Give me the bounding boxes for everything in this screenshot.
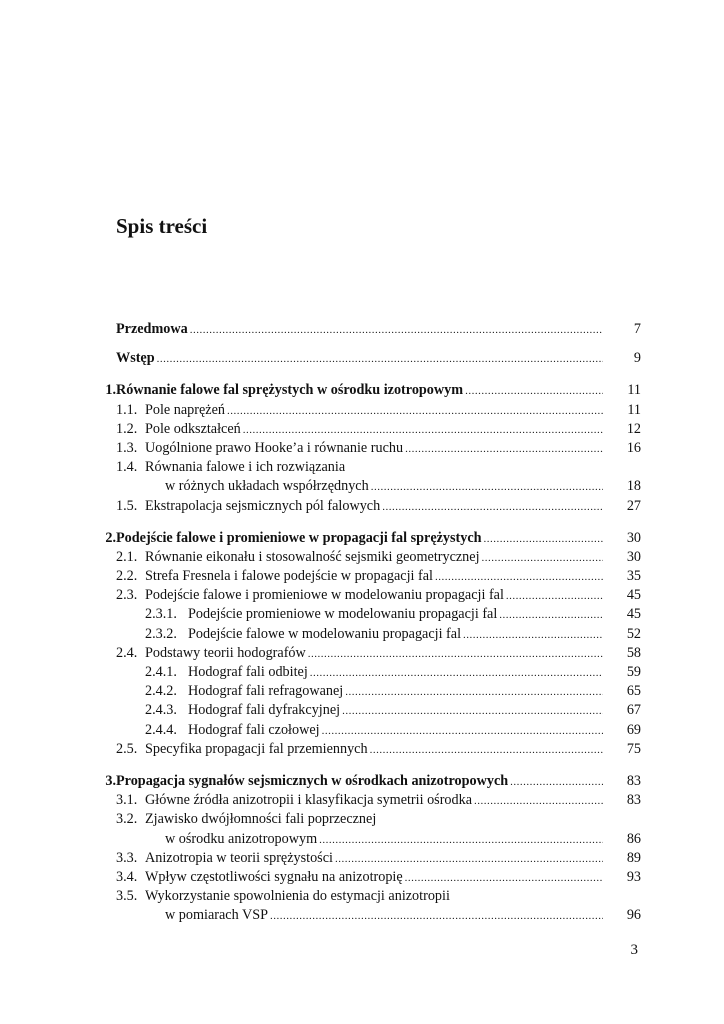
toc-entry-title: Przedmowa	[116, 320, 190, 339]
toc-entry-number: 3.3.	[116, 849, 138, 866]
toc-entry-title-cont: w różnych układach współrzędnych	[145, 477, 371, 496]
toc-entry-title: Specyfika propagacji fal przemiennych	[145, 740, 370, 759]
toc-section-3-1[interactable]	[96, 791, 641, 810]
toc-entry-number: 2.4.1.	[145, 664, 177, 680]
toc-entry-title: Uogólnione prawo Hooke’a i równanie ruchu	[145, 439, 405, 458]
toc-section-1-1[interactable]	[96, 401, 641, 420]
toc-entry-title: Pole naprężeń	[145, 401, 227, 420]
toc-chapter-3[interactable]	[96, 772, 641, 791]
toc-entry-title: Równania falowe i ich rozwiązania	[145, 458, 347, 477]
toc-entry-title: Hodograf fali refragowanej	[188, 682, 345, 701]
toc-entry-title: Podejście promieniowe w modelowaniu propagacji fal	[188, 605, 499, 624]
toc-entry-number: 1.4.	[116, 459, 138, 476]
toc-entry-title: Anizotropia w teorii sprężystości	[145, 849, 335, 868]
toc-entry-title-cont: w ośrodku anizotropowym	[145, 830, 319, 849]
toc-entry-number: 2.5.	[116, 740, 138, 757]
toc-section-3-5[interactable]	[96, 887, 641, 906]
toc-entry-page: 9	[633, 350, 641, 367]
toc-entry-title: Hodograf fali odbitej	[188, 663, 310, 682]
toc-section-1-3[interactable]	[96, 439, 641, 458]
toc-section-2-4[interactable]	[96, 644, 641, 663]
toc-entry-number: 2.4.3.	[145, 702, 177, 719]
toc-subsection-2-4-3[interactable]	[96, 701, 641, 720]
toc-entry-page: 7	[633, 321, 641, 337]
toc-entry-title: Równanie eikonału i stosowalność sejsmiki geometrycznej	[145, 548, 482, 567]
toc-entry-number: 2.3.	[116, 587, 138, 604]
toc-entry-page: 59	[626, 664, 641, 680]
toc-section-2-2[interactable]	[96, 567, 641, 586]
toc-chapter-2[interactable]	[96, 529, 641, 548]
toc-subsection-2-4-2[interactable]	[96, 682, 641, 701]
toc-section-2-3[interactable]	[96, 586, 641, 605]
toc-entry-page: 27	[626, 497, 641, 514]
toc-entry-number: 1.1.	[116, 401, 138, 418]
toc-entry-title: Równanie falowe fal sprężystych w ośrodku izotropowym	[116, 381, 465, 400]
toc-section-3-4[interactable]	[96, 868, 641, 887]
toc-entry-title: Strefa Fresnela i falowe podejście w propagacji fal	[145, 567, 435, 586]
toc-section-1-2[interactable]	[96, 420, 641, 439]
toc-entry-page: 45	[626, 606, 641, 623]
toc-entry-page: 96	[626, 907, 641, 924]
toc-section-2-1[interactable]	[96, 548, 641, 567]
toc-entry-page: 67	[626, 702, 641, 719]
toc-entry-title: Wpływ częstotliwości sygnału na anizotropię	[145, 868, 405, 887]
toc-section-1-4[interactable]	[96, 458, 641, 477]
toc-entry-page: 86	[626, 830, 641, 847]
toc-entry-number: 2.1.	[116, 548, 138, 565]
toc-entry-number: 1.2.	[116, 420, 138, 437]
toc-subsection-2-3-2[interactable]	[96, 625, 641, 644]
toc-entry-title-cont: w pomiarach VSP	[145, 906, 270, 925]
toc-entry-number: 2.2.	[116, 568, 138, 585]
toc-entry-number: 3.4.	[116, 868, 138, 885]
toc-entry-przedmowa[interactable]	[96, 320, 641, 339]
toc-entry-title: Podejście falowe w modelowaniu propagacji fal	[188, 625, 463, 644]
toc-entry-page: 30	[626, 529, 641, 546]
toc-chapter-1[interactable]	[96, 381, 641, 400]
toc-entry-page: 89	[626, 849, 641, 866]
toc-entry-page: 11	[627, 382, 641, 399]
toc-entry-title: Hodograf fali dyfrakcyjnej	[188, 701, 342, 720]
toc-entry-number: 2.4.4.	[145, 721, 177, 738]
toc-subsection-2-3-1[interactable]	[96, 605, 641, 624]
toc-entry-page: 65	[626, 683, 641, 700]
toc-entry-number: 2.4.	[116, 644, 138, 661]
toc-entry-title: Podejście falowe i promieniowe w modelowaniu propagacji fal	[145, 586, 506, 605]
toc-entry-title: Główne źródła anizotropii i klasyfikacja symetrii ośrodka	[145, 791, 474, 810]
toc-entry-number: 1.5.	[116, 497, 138, 514]
toc-section-1-4-cont[interactable]	[96, 477, 641, 496]
toc-entry-page: 58	[626, 644, 641, 661]
toc-entry-page: 35	[626, 568, 641, 585]
toc-entry-number: 3.1.	[116, 792, 138, 809]
toc-entry-title: Podejście falowe i promieniowe w propagacji fal sprężystych	[116, 529, 484, 548]
toc-entry-page: 83	[626, 772, 641, 789]
toc-entry-number: 2.	[105, 529, 116, 546]
toc-entry-number: 2.4.2.	[145, 683, 177, 700]
toc-entry-title: Zjawisko dwójłomności fali poprzecznej	[145, 810, 378, 829]
toc-entry-title: Propagacja sygnałów sejsmicznych w ośrodkach anizotropowych	[116, 772, 510, 791]
toc-section-3-2-cont[interactable]	[96, 830, 641, 849]
page-title: Spis treści	[116, 214, 208, 238]
toc-entry-page: 30	[626, 548, 641, 565]
toc-entry-page: 12	[626, 420, 641, 437]
toc-entry-number: 3.	[105, 772, 116, 789]
toc-subsection-2-4-4[interactable]	[96, 721, 641, 740]
toc-section-1-5[interactable]	[96, 497, 641, 516]
toc-section-3-2[interactable]	[96, 810, 641, 829]
toc-entry-wstep[interactable]	[96, 349, 641, 368]
toc-entry-number: 3.5.	[116, 888, 138, 905]
toc-entry-title: Hodograf fali czołowej	[188, 721, 322, 740]
toc-entry-number: 3.2.	[116, 811, 138, 828]
toc-entry-page: 93	[626, 868, 641, 885]
toc-entry-page: 18	[626, 478, 641, 495]
toc-entry-page: 75	[626, 740, 641, 757]
toc-section-3-5-cont[interactable]	[96, 906, 641, 925]
toc-entry-page: 52	[626, 625, 641, 642]
toc-entry-page: 69	[626, 721, 641, 738]
toc-entry-page: 11	[627, 401, 641, 418]
toc-entry-title: Ekstrapolacja sejsmicznych pól falowych	[145, 497, 382, 516]
toc-entry-number: 2.3.1.	[145, 606, 177, 623]
toc-entry-number: 1.	[105, 382, 116, 399]
toc-entry-title: Pole odkształceń	[145, 420, 243, 439]
table-of-contents	[96, 320, 641, 925]
toc-section-2-5[interactable]	[96, 740, 641, 759]
toc-entry-number: 1.3.	[116, 439, 138, 456]
toc-entry-title: Wykorzystanie spowolnienia do estymacji anizotropii	[145, 887, 452, 906]
page-number: 3	[630, 942, 638, 958]
toc-entry-title: Podstawy teorii hodografów	[145, 644, 308, 663]
toc-entry-page: 45	[626, 587, 641, 604]
toc-entry-title: Wstęp	[116, 349, 157, 368]
toc-subsection-2-4-1[interactable]	[96, 663, 641, 682]
toc-entry-number: 2.3.2.	[145, 625, 177, 642]
toc-entry-page: 16	[626, 439, 641, 456]
toc-section-3-3[interactable]	[96, 849, 641, 868]
toc-entry-page: 83	[626, 792, 641, 809]
